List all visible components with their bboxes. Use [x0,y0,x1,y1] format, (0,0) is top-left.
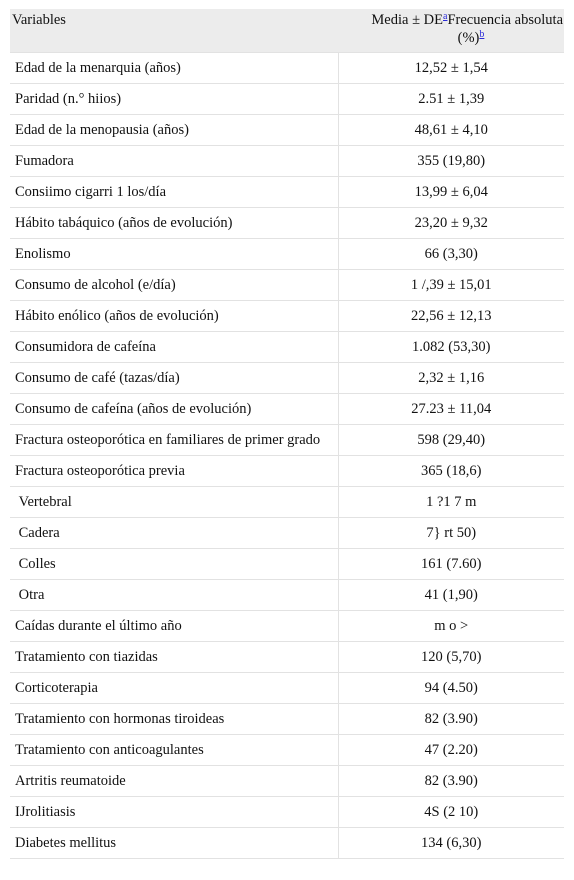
table-row [10,518,564,549]
variable-cell: Fumadora [10,146,338,177]
variable-cell: Consumo de alcohol (e/día) [10,270,338,301]
table-row [10,797,564,828]
value-cell: 355 (19,80) [338,146,564,177]
value-cell: 12,52 ± 1,54 [338,53,564,84]
table-row [10,208,564,239]
value-cell: 1.082 (53,30) [338,332,564,363]
variable-cell: Tratamiento con hormonas tiroideas [10,704,338,735]
variable-cell: Cadera [10,518,338,549]
header-variables: Variables [10,9,338,53]
variable-cell: Consumidora de cafeína [10,332,338,363]
value-cell: 7} rt 50) [338,518,564,549]
header-values [338,9,564,53]
value-cell: 23,20 ± 9,32 [338,208,564,239]
variable-cell: Consumo de café (tazas/día) [10,363,338,394]
value-cell: 134 (6,30) [338,828,564,859]
variable-cell: Tratamiento con anticoagulantes [10,735,338,766]
table-row [10,828,564,859]
header-mean-sd: Media ± DE [371,12,443,28]
table-row [10,735,564,766]
header-values-line2 [339,29,563,47]
table-row [10,425,564,456]
value-cell: m o > [338,611,564,642]
value-cell: 94 (4.50) [338,673,564,704]
value-cell: 4S (2 10) [338,797,564,828]
table-row [10,301,564,332]
variable-cell: Edad de la menarquia (años) [10,53,338,84]
table-row [10,115,564,146]
footnote-link-b[interactable]: b [479,29,485,40]
header-values-line1 [339,11,563,29]
value-cell: 2.51 ± 1,39 [338,84,564,115]
variable-cell: Otra [10,580,338,611]
variable-cell: Hábito enólico (años de evolución) [10,301,338,332]
value-cell: 13,99 ± 6,04 [338,177,564,208]
value-cell: 82 (3.90) [338,704,564,735]
data-table [10,9,564,859]
table-row [10,146,564,177]
value-cell: 48,61 ± 4,10 [338,115,564,146]
variable-cell: Corticoterapia [10,673,338,704]
table-row [10,766,564,797]
value-cell: 161 (7.60) [338,549,564,580]
value-cell: 2,32 ± 1,16 [338,363,564,394]
table-row [10,53,564,84]
variable-cell: Paridad (n.° hiios) [10,84,338,115]
variable-cell: IJrolitiasis [10,797,338,828]
table-row [10,332,564,363]
variable-cell: Fractura osteoporótica en familiares de primer grado [10,425,338,456]
variable-cell: Fractura osteoporótica previa [10,456,338,487]
value-cell: 22,56 ± 12,13 [338,301,564,332]
variable-cell: Artritis reumatoide [10,766,338,797]
table-row [10,394,564,425]
table-row [10,84,564,115]
table-row [10,363,564,394]
variable-cell: Caídas durante el último año [10,611,338,642]
table-row [10,642,564,673]
table-row [10,673,564,704]
variable-cell: Enolismo [10,239,338,270]
table-row [10,270,564,301]
table-row [10,611,564,642]
variable-cell: Consiimo cigarri 1 los/día [10,177,338,208]
table-row [10,704,564,735]
table-row [10,456,564,487]
variable-cell: Tratamiento con tiazidas [10,642,338,673]
value-cell: 47 (2.20) [338,735,564,766]
value-cell: 1 /,39 ± 15,01 [338,270,564,301]
value-cell: 66 (3,30) [338,239,564,270]
value-cell: 365 (18,6) [338,456,564,487]
header-abs-freq: Frecuencia absoluta [447,12,563,28]
table-row [10,549,564,580]
table-row [10,239,564,270]
variable-cell: Consumo de cafeína (años de evolución) [10,394,338,425]
variable-cell: Vertebral [10,487,338,518]
table-header [10,9,564,53]
variable-cell: Colles [10,549,338,580]
variable-cell: Diabetes mellitus [10,828,338,859]
value-cell: 82 (3.90) [338,766,564,797]
value-cell: 41 (1,90) [338,580,564,611]
value-cell: 120 (5,70) [338,642,564,673]
variable-cell: Edad de la menopausia (años) [10,115,338,146]
value-cell: 27.23 ± 11,04 [338,394,564,425]
value-cell: 598 (29,40) [338,425,564,456]
value-cell: 1 ?1 7 m [338,487,564,518]
table-row [10,177,564,208]
table-body [10,53,564,859]
table-row [10,580,564,611]
header-percent: (%) [457,30,480,46]
variable-cell: Hábito tabáquico (años de evolución) [10,208,338,239]
table-row [10,487,564,518]
footnote-link-a[interactable]: a [443,11,448,22]
